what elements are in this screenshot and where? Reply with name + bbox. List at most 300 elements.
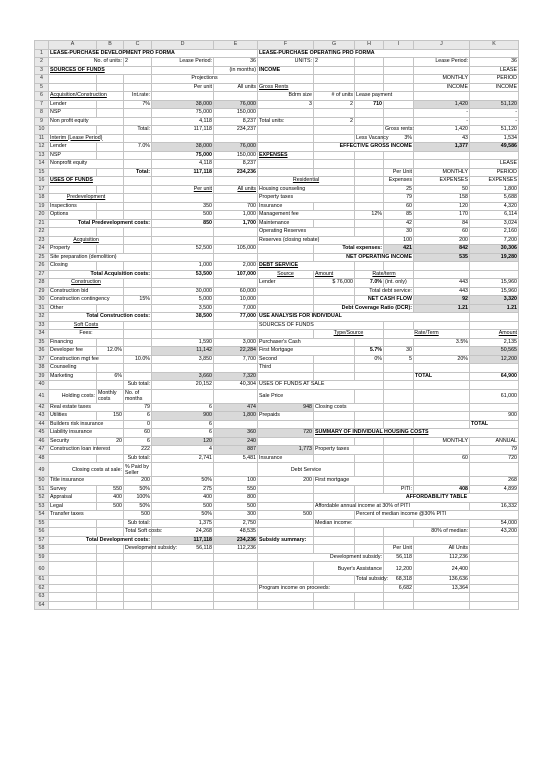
sheet-cell[interactable] bbox=[314, 545, 355, 554]
sheet-cell[interactable]: 30,306 bbox=[470, 245, 519, 254]
sheet-cell[interactable]: 240 bbox=[214, 437, 258, 446]
sheet-cell[interactable] bbox=[384, 437, 414, 446]
sheet-cell[interactable] bbox=[124, 194, 152, 203]
row-number[interactable]: 45 bbox=[35, 429, 49, 438]
sheet-cell[interactable] bbox=[214, 134, 258, 143]
sheet-cell[interactable]: 50% bbox=[124, 485, 152, 494]
sheet-cell[interactable] bbox=[470, 463, 519, 477]
sheet-cell[interactable] bbox=[355, 463, 384, 477]
sheet-cell[interactable]: EXPENSES bbox=[414, 177, 470, 186]
sheet-cell[interactable]: All units bbox=[214, 185, 258, 194]
column-header[interactable]: D bbox=[152, 41, 214, 50]
sheet-cell[interactable] bbox=[152, 576, 214, 585]
sheet-cell[interactable]: 7.0% bbox=[355, 279, 384, 288]
sheet-cell[interactable]: 408 bbox=[414, 485, 470, 494]
column-header[interactable]: C bbox=[124, 41, 152, 50]
sheet-cell[interactable]: 12.0% bbox=[97, 347, 124, 356]
row-number[interactable]: 44 bbox=[35, 420, 49, 429]
row-number[interactable]: 51 bbox=[35, 485, 49, 494]
sheet-cell[interactable]: Lease Period: bbox=[152, 58, 214, 67]
sheet-cell[interactable]: 43,200 bbox=[470, 528, 519, 537]
sheet-cell[interactable]: 3,850 bbox=[152, 355, 214, 364]
row-number[interactable]: 22 bbox=[35, 228, 49, 237]
sheet-cell[interactable]: Int.rate: bbox=[124, 92, 152, 101]
sheet-cell[interactable] bbox=[152, 194, 214, 203]
sheet-cell[interactable] bbox=[355, 528, 384, 537]
sheet-cell[interactable] bbox=[258, 253, 314, 262]
sheet-cell[interactable] bbox=[355, 593, 384, 602]
sheet-cell[interactable]: Source bbox=[258, 270, 314, 279]
sheet-cell[interactable]: 10.0% bbox=[124, 355, 152, 364]
sheet-cell[interactable]: 3.5% bbox=[414, 338, 470, 347]
sheet-cell[interactable]: 1,773 bbox=[258, 446, 314, 455]
sheet-cell[interactable] bbox=[384, 338, 414, 347]
sheet-cell[interactable]: Construction bbox=[49, 279, 124, 288]
sheet-cell[interactable]: USE ANALYSIS FOR INDIVIDUAL bbox=[258, 313, 470, 322]
sheet-cell[interactable] bbox=[414, 262, 470, 271]
row-number[interactable]: 64 bbox=[35, 601, 49, 610]
column-header[interactable]: H bbox=[355, 41, 384, 50]
row-number[interactable]: 41 bbox=[35, 389, 49, 403]
sheet-cell[interactable] bbox=[258, 576, 314, 585]
sheet-cell[interactable]: Median income: bbox=[314, 519, 414, 528]
sheet-cell[interactable]: Total units: bbox=[258, 117, 314, 126]
sheet-cell[interactable]: 13,364 bbox=[414, 584, 470, 593]
row-number[interactable]: 27 bbox=[35, 270, 49, 279]
sheet-cell[interactable] bbox=[152, 330, 214, 339]
sheet-cell[interactable] bbox=[355, 202, 384, 211]
sheet-cell[interactable]: # of units bbox=[314, 92, 355, 101]
row-number[interactable]: 7 bbox=[35, 100, 49, 109]
sheet-cell[interactable]: 900 bbox=[470, 412, 519, 421]
sheet-cell[interactable]: 15,960 bbox=[470, 287, 519, 296]
sheet-cell[interactable] bbox=[97, 168, 124, 177]
sheet-cell[interactable]: 24,400 bbox=[414, 562, 470, 576]
sheet-cell[interactable]: 800 bbox=[214, 494, 258, 503]
sheet-cell[interactable]: AFFORDABILITY TABLE bbox=[355, 494, 519, 503]
sheet-cell[interactable] bbox=[355, 601, 384, 610]
row-number[interactable]: 17 bbox=[35, 185, 49, 194]
row-number[interactable]: 16 bbox=[35, 177, 49, 186]
sheet-cell[interactable]: Third bbox=[258, 364, 314, 373]
row-number[interactable]: 6 bbox=[35, 92, 49, 101]
row-number[interactable]: 23 bbox=[35, 236, 49, 245]
sheet-cell[interactable] bbox=[97, 545, 124, 554]
sheet-cell[interactable] bbox=[314, 126, 355, 135]
sheet-cell[interactable] bbox=[470, 545, 519, 554]
sheet-cell[interactable] bbox=[124, 185, 152, 194]
sheet-cell[interactable]: Construction bid bbox=[49, 287, 124, 296]
sheet-cell[interactable]: 40,304 bbox=[214, 381, 258, 390]
sheet-cell[interactable] bbox=[355, 177, 384, 186]
sheet-cell[interactable]: 68,318 bbox=[384, 576, 414, 585]
row-number[interactable]: 58 bbox=[35, 545, 49, 554]
sheet-cell[interactable] bbox=[152, 364, 214, 373]
sheet-cell[interactable] bbox=[384, 601, 414, 610]
sheet-cell[interactable]: 20,152 bbox=[152, 381, 214, 390]
sheet-cell[interactable] bbox=[49, 228, 97, 237]
sheet-cell[interactable]: 112,236 bbox=[214, 545, 258, 554]
sheet-cell[interactable]: Total expenses: bbox=[314, 245, 384, 254]
sheet-cell[interactable] bbox=[470, 270, 519, 279]
sheet-cell[interactable]: Development subsidy: bbox=[258, 553, 384, 562]
sheet-cell[interactable] bbox=[384, 109, 414, 118]
select-all-corner[interactable] bbox=[35, 41, 49, 50]
sheet-cell[interactable]: 105,000 bbox=[214, 245, 258, 254]
sheet-cell[interactable]: 8,237 bbox=[214, 160, 258, 169]
sheet-cell[interactable] bbox=[124, 338, 152, 347]
sheet-cell[interactable] bbox=[97, 100, 124, 109]
sheet-cell[interactable] bbox=[152, 279, 214, 288]
sheet-cell[interactable] bbox=[258, 502, 314, 511]
sheet-cell[interactable]: Debt Service bbox=[258, 463, 355, 477]
column-header[interactable]: G bbox=[314, 41, 355, 50]
sheet-cell[interactable]: 30 bbox=[384, 228, 414, 237]
sheet-cell[interactable] bbox=[314, 219, 355, 228]
sheet-cell[interactable]: 850 bbox=[152, 219, 214, 228]
sheet-cell[interactable]: 64,900 bbox=[470, 372, 519, 381]
sheet-cell[interactable]: Gross Rents bbox=[258, 83, 314, 92]
sheet-cell[interactable]: 43 bbox=[414, 134, 470, 143]
sheet-cell[interactable] bbox=[152, 177, 214, 186]
sheet-cell[interactable]: 12,200 bbox=[384, 562, 414, 576]
sheet-cell[interactable]: 11,142 bbox=[152, 347, 214, 356]
sheet-cell[interactable] bbox=[314, 355, 355, 364]
sheet-cell[interactable]: Security bbox=[49, 437, 97, 446]
sheet-cell[interactable] bbox=[124, 211, 152, 220]
row-number[interactable]: 25 bbox=[35, 253, 49, 262]
sheet-cell[interactable]: 948 bbox=[258, 403, 314, 412]
sheet-cell[interactable]: Total debt service: bbox=[355, 287, 414, 296]
sheet-cell[interactable] bbox=[214, 236, 258, 245]
sheet-cell[interactable]: 80% of median: bbox=[384, 528, 470, 537]
row-number[interactable]: 30 bbox=[35, 296, 49, 305]
sheet-cell[interactable] bbox=[152, 389, 214, 403]
sheet-cell[interactable]: Sub total: bbox=[124, 381, 152, 390]
sheet-cell[interactable] bbox=[124, 553, 152, 562]
sheet-cell[interactable] bbox=[214, 92, 258, 101]
sheet-cell[interactable] bbox=[355, 83, 384, 92]
column-header[interactable]: A bbox=[49, 41, 97, 50]
sheet-cell[interactable] bbox=[258, 485, 314, 494]
sheet-cell[interactable]: 19,280 bbox=[470, 253, 519, 262]
sheet-cell[interactable]: 2,000 bbox=[214, 262, 258, 271]
sheet-cell[interactable]: INCOME bbox=[258, 66, 314, 75]
sheet-cell[interactable] bbox=[470, 403, 519, 412]
sheet-cell[interactable] bbox=[258, 372, 314, 381]
sheet-cell[interactable]: Construction contingency bbox=[49, 296, 124, 305]
sheet-cell[interactable]: 53,500 bbox=[152, 270, 214, 279]
sheet-cell[interactable] bbox=[214, 601, 258, 610]
sheet-cell[interactable]: Total Predevelopment costs: bbox=[49, 219, 152, 228]
sheet-cell[interactable] bbox=[314, 576, 355, 585]
sheet-cell[interactable]: 84 bbox=[414, 219, 470, 228]
row-number[interactable]: 11 bbox=[35, 134, 49, 143]
sheet-cell[interactable] bbox=[355, 58, 384, 67]
sheet-cell[interactable]: Construction mgt fee bbox=[49, 355, 124, 364]
sheet-cell[interactable] bbox=[314, 287, 355, 296]
row-number[interactable]: 5 bbox=[35, 83, 49, 92]
row-number[interactable]: 3 bbox=[35, 66, 49, 75]
sheet-cell[interactable] bbox=[414, 381, 470, 390]
sheet-cell[interactable]: 350 bbox=[152, 202, 214, 211]
sheet-cell[interactable]: All units bbox=[214, 83, 258, 92]
sheet-cell[interactable] bbox=[414, 412, 470, 421]
sheet-cell[interactable] bbox=[97, 83, 124, 92]
sheet-cell[interactable]: 234,237 bbox=[214, 126, 258, 135]
sheet-cell[interactable]: 1,800 bbox=[470, 185, 519, 194]
sheet-cell[interactable] bbox=[314, 420, 355, 429]
sheet-cell[interactable]: 6,114 bbox=[470, 211, 519, 220]
sheet-cell[interactable]: 6,682 bbox=[384, 584, 414, 593]
sheet-cell[interactable]: 107,000 bbox=[214, 270, 258, 279]
sheet-cell[interactable] bbox=[384, 463, 414, 477]
sheet-cell[interactable]: 2 bbox=[314, 58, 355, 67]
sheet-cell[interactable] bbox=[152, 253, 214, 262]
sheet-cell[interactable] bbox=[414, 92, 470, 101]
sheet-cell[interactable]: 5,688 bbox=[470, 194, 519, 203]
sheet-cell[interactable]: 500 bbox=[152, 211, 214, 220]
sheet-cell[interactable]: 3% bbox=[384, 134, 414, 143]
sheet-cell[interactable]: 150,000 bbox=[214, 151, 258, 160]
sheet-cell[interactable]: 7,000 bbox=[214, 304, 258, 313]
sheet-cell[interactable] bbox=[314, 134, 355, 143]
row-number[interactable]: 13 bbox=[35, 151, 49, 160]
sheet-cell[interactable]: MONTHLY bbox=[414, 437, 470, 446]
sheet-cell[interactable] bbox=[49, 83, 97, 92]
column-header[interactable]: B bbox=[97, 41, 124, 50]
row-number[interactable]: 29 bbox=[35, 287, 49, 296]
sheet-cell[interactable] bbox=[124, 601, 152, 610]
sheet-cell[interactable] bbox=[49, 528, 97, 537]
sheet-cell[interactable] bbox=[214, 562, 258, 576]
sheet-cell[interactable]: Developer fee bbox=[49, 347, 97, 356]
sheet-cell[interactable]: 300 bbox=[214, 511, 258, 520]
row-number[interactable]: 46 bbox=[35, 437, 49, 446]
sheet-cell[interactable]: Purchaser's Cash bbox=[258, 338, 355, 347]
sheet-cell[interactable]: Reserves (closing rebate) bbox=[258, 236, 384, 245]
sheet-cell[interactable]: 887 bbox=[214, 446, 258, 455]
sheet-cell[interactable]: 38,500 bbox=[152, 313, 214, 322]
sheet-cell[interactable]: Debt Coverage Ratio (DCR): bbox=[314, 304, 414, 313]
sheet-cell[interactable] bbox=[97, 593, 124, 602]
sheet-cell[interactable] bbox=[355, 412, 384, 421]
sheet-cell[interactable]: 92 bbox=[414, 296, 470, 305]
sheet-cell[interactable] bbox=[97, 519, 124, 528]
sheet-cell[interactable] bbox=[97, 228, 124, 237]
sheet-cell[interactable] bbox=[97, 211, 124, 220]
sheet-cell[interactable]: 500 bbox=[258, 511, 314, 520]
row-number[interactable]: 34 bbox=[35, 330, 49, 339]
sheet-cell[interactable]: 24,268 bbox=[152, 528, 214, 537]
sheet-cell[interactable]: 15,960 bbox=[470, 279, 519, 288]
sheet-cell[interactable]: Non profit equity bbox=[49, 117, 124, 126]
sheet-cell[interactable]: Legal bbox=[49, 502, 97, 511]
sheet-cell[interactable]: 421 bbox=[384, 245, 414, 254]
sheet-cell[interactable]: First mortgage bbox=[314, 477, 384, 486]
column-header[interactable]: F bbox=[258, 41, 314, 50]
sheet-cell[interactable] bbox=[355, 151, 384, 160]
sheet-cell[interactable]: Appraisal bbox=[49, 494, 97, 503]
sheet-cell[interactable]: 49,586 bbox=[470, 143, 519, 152]
sheet-cell[interactable]: 170 bbox=[414, 211, 470, 220]
sheet-cell[interactable]: - bbox=[414, 117, 470, 126]
sheet-cell[interactable] bbox=[414, 321, 470, 330]
sheet-cell[interactable]: 3,320 bbox=[470, 296, 519, 305]
row-number[interactable]: 35 bbox=[35, 338, 49, 347]
sheet-cell[interactable]: Inspections bbox=[49, 202, 97, 211]
sheet-cell[interactable] bbox=[97, 202, 124, 211]
sheet-cell[interactable]: 234,236 bbox=[214, 536, 258, 545]
sheet-cell[interactable]: 500 bbox=[124, 511, 152, 520]
sheet-cell[interactable] bbox=[124, 279, 152, 288]
sheet-cell[interactable] bbox=[124, 117, 152, 126]
sheet-cell[interactable]: Residential bbox=[258, 177, 355, 186]
sheet-cell[interactable]: 200 bbox=[258, 477, 314, 486]
sheet-cell[interactable] bbox=[49, 126, 97, 135]
sheet-cell[interactable]: Predevelopment bbox=[49, 194, 124, 203]
sheet-cell[interactable] bbox=[152, 593, 214, 602]
sheet-cell[interactable] bbox=[355, 185, 384, 194]
sheet-cell[interactable]: PERIOD bbox=[470, 75, 519, 84]
sheet-cell[interactable]: 22,284 bbox=[214, 347, 258, 356]
sheet-cell[interactable]: 550 bbox=[97, 485, 124, 494]
sheet-cell[interactable]: Options bbox=[49, 211, 97, 220]
sheet-cell[interactable]: Rate/term bbox=[355, 270, 414, 279]
sheet-cell[interactable]: (in months) bbox=[214, 66, 258, 75]
sheet-cell[interactable] bbox=[49, 185, 97, 194]
sheet-cell[interactable]: No. of units: bbox=[49, 58, 124, 67]
sheet-cell[interactable]: - bbox=[470, 117, 519, 126]
sheet-cell[interactable] bbox=[470, 364, 519, 373]
sheet-cell[interactable]: 1.21 bbox=[470, 304, 519, 313]
sheet-cell[interactable] bbox=[414, 593, 470, 602]
sheet-cell[interactable]: 7% bbox=[124, 100, 152, 109]
sheet-cell[interactable] bbox=[49, 553, 97, 562]
sheet-cell[interactable] bbox=[124, 347, 152, 356]
sheet-cell[interactable]: 75,000 bbox=[152, 109, 214, 118]
sheet-cell[interactable] bbox=[124, 160, 152, 169]
sheet-cell[interactable] bbox=[97, 245, 124, 254]
sheet-cell[interactable] bbox=[214, 279, 258, 288]
sheet-cell[interactable]: 7,200 bbox=[470, 236, 519, 245]
sheet-cell[interactable] bbox=[97, 75, 124, 84]
sheet-cell[interactable] bbox=[214, 177, 258, 186]
sheet-cell[interactable] bbox=[384, 403, 414, 412]
sheet-cell[interactable]: 60 bbox=[124, 429, 152, 438]
sheet-cell[interactable] bbox=[355, 420, 384, 429]
sheet-cell[interactable]: Property taxes bbox=[314, 446, 384, 455]
sheet-cell[interactable]: 710 bbox=[355, 100, 384, 109]
sheet-cell[interactable]: 2,160 bbox=[470, 228, 519, 237]
sheet-cell[interactable]: 275 bbox=[152, 485, 214, 494]
row-number[interactable]: 47 bbox=[35, 446, 49, 455]
sheet-cell[interactable] bbox=[49, 519, 97, 528]
sheet-cell[interactable]: Title insurance bbox=[49, 477, 124, 486]
column-header[interactable]: K bbox=[470, 41, 519, 50]
sheet-cell[interactable]: 10,000 bbox=[214, 296, 258, 305]
sheet-cell[interactable]: EFFECTIVE GROSS INCOME bbox=[314, 143, 414, 152]
sheet-cell[interactable] bbox=[470, 151, 519, 160]
sheet-cell[interactable]: 30,000 bbox=[152, 287, 214, 296]
sheet-cell[interactable]: 48,535 bbox=[214, 528, 258, 537]
column-header[interactable]: I bbox=[384, 41, 414, 50]
sheet-cell[interactable] bbox=[470, 321, 519, 330]
sheet-cell[interactable]: 2,750 bbox=[214, 519, 258, 528]
sheet-cell[interactable] bbox=[314, 75, 355, 84]
sheet-cell[interactable] bbox=[258, 160, 314, 169]
sheet-cell[interactable] bbox=[258, 528, 314, 537]
sheet-cell[interactable] bbox=[414, 536, 470, 545]
sheet-cell[interactable] bbox=[384, 381, 414, 390]
sheet-cell[interactable] bbox=[414, 389, 470, 403]
sheet-cell[interactable]: 1,590 bbox=[152, 338, 214, 347]
sheet-cell[interactable]: 500 bbox=[214, 502, 258, 511]
sheet-cell[interactable] bbox=[314, 66, 355, 75]
row-number[interactable]: 59 bbox=[35, 553, 49, 562]
sheet-cell[interactable]: 3,500 bbox=[152, 304, 214, 313]
sheet-cell[interactable]: MONTHLY bbox=[414, 75, 470, 84]
sheet-cell[interactable] bbox=[470, 381, 519, 390]
row-number[interactable]: 50 bbox=[35, 477, 49, 486]
sheet-cell[interactable]: Total Acquisition costs: bbox=[49, 270, 152, 279]
sheet-cell[interactable] bbox=[384, 160, 414, 169]
sheet-cell[interactable]: 150,000 bbox=[214, 109, 258, 118]
sheet-cell[interactable]: Acquisition bbox=[49, 236, 124, 245]
sheet-cell[interactable] bbox=[470, 562, 519, 576]
sheet-cell[interactable] bbox=[258, 287, 314, 296]
sheet-cell[interactable]: Construction loan interest bbox=[49, 446, 124, 455]
sheet-cell[interactable]: 76,000 bbox=[214, 143, 258, 152]
sheet-cell[interactable]: Operating Reserves bbox=[258, 228, 355, 237]
sheet-cell[interactable] bbox=[414, 66, 470, 75]
sheet-cell[interactable]: 6 bbox=[152, 420, 214, 429]
sheet-cell[interactable] bbox=[124, 228, 152, 237]
sheet-cell[interactable] bbox=[384, 100, 414, 109]
sheet-cell[interactable] bbox=[97, 262, 124, 271]
sheet-cell[interactable]: 5,000 bbox=[152, 296, 214, 305]
sheet-cell[interactable]: Bdrm size bbox=[258, 92, 314, 101]
sheet-cell[interactable]: 3,000 bbox=[214, 338, 258, 347]
sheet-cell[interactable] bbox=[124, 364, 152, 373]
sheet-cell[interactable]: Monthly costs bbox=[97, 389, 124, 403]
sheet-cell[interactable] bbox=[314, 151, 355, 160]
sheet-cell[interactable] bbox=[314, 168, 355, 177]
sheet-cell[interactable] bbox=[355, 228, 384, 237]
sheet-cell[interactable]: 0 bbox=[124, 420, 152, 429]
sheet-cell[interactable] bbox=[470, 593, 519, 602]
row-number[interactable]: 61 bbox=[35, 576, 49, 585]
row-number[interactable]: 57 bbox=[35, 536, 49, 545]
sheet-cell[interactable] bbox=[355, 454, 384, 463]
sheet-cell[interactable] bbox=[384, 454, 414, 463]
sheet-cell[interactable]: Per unit bbox=[152, 83, 214, 92]
sheet-cell[interactable]: 4,118 bbox=[152, 117, 214, 126]
sheet-cell[interactable]: 150 bbox=[97, 412, 124, 421]
sheet-cell[interactable] bbox=[258, 593, 314, 602]
sheet-cell[interactable] bbox=[355, 437, 384, 446]
sheet-cell[interactable] bbox=[355, 338, 384, 347]
sheet-cell[interactable]: 2,741 bbox=[152, 454, 214, 463]
sheet-cell[interactable] bbox=[414, 463, 470, 477]
sheet-cell[interactable] bbox=[97, 601, 124, 610]
sheet-cell[interactable] bbox=[97, 338, 124, 347]
sheet-cell[interactable] bbox=[384, 372, 414, 381]
sheet-cell[interactable]: Total subsidy: bbox=[356, 576, 389, 582]
sheet-cell[interactable]: Per unit bbox=[152, 185, 214, 194]
sheet-cell[interactable]: 535 bbox=[414, 253, 470, 262]
sheet-cell[interactable]: 50,565 bbox=[470, 347, 519, 356]
